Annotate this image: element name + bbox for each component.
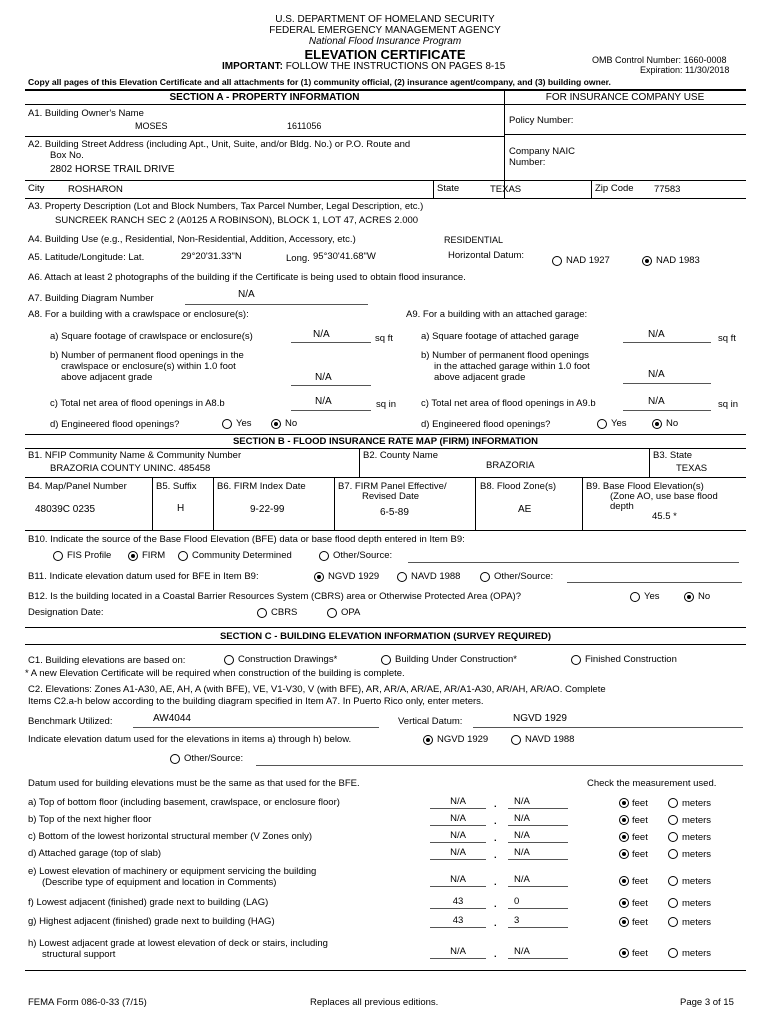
community-determined-label: Community Determined [192,550,292,561]
b4-label: B4. Map/Panel Number [28,481,127,492]
a9c-label: c) Total net area of flood openings in A9.b [421,398,596,409]
firm-index-date[interactable]: 9-22-99 [250,504,285,515]
meters-radio[interactable] [668,849,678,859]
elevation-row-label: b) Top of the next higher floor [28,814,152,825]
a9d-yes-label: Yes [611,418,627,429]
divider [475,477,476,530]
meters-radio[interactable] [668,898,678,908]
feet-radio[interactable] [619,832,629,842]
b9-label: B9. Base Flood Elevation(s) [586,481,704,492]
under-construction-label: Building Under Construction* [395,654,517,665]
a8d-no-label: No [285,418,298,429]
important-note: IMPORTANT: FOLLOW THE INSTRUCTIONS ON PAGES 8-15 [222,61,506,72]
b10-other-radio[interactable] [319,551,329,561]
elevation-dec-underline [508,842,568,843]
meters-label: meters [682,832,712,843]
elevation-row-label: c) Bottom of the lowest horizontal structural member (V Zones only) [28,831,313,842]
a9a-unit: sq ft [718,333,736,344]
c-ngvd-label: NGVD 1929 [437,734,489,745]
nad-1927-radio[interactable] [552,256,562,266]
firm-effective-date[interactable]: 6-5-89 [380,507,409,518]
a9c-value[interactable]: N/A [648,396,665,407]
elevation-dec-value[interactable]: N/A [514,874,530,885]
meters-radio[interactable] [668,876,678,886]
a9b-label-cont: in the attached garage within 1.0 foot [434,361,590,372]
elevation-dec-underline [508,958,568,959]
a8c-unit: sq in [376,399,397,410]
b5-label: B5. Suffix [156,481,197,492]
elevation-dec-underline [508,886,568,887]
elevation-dec-value[interactable]: N/A [514,847,530,858]
divider [213,477,214,530]
property-description[interactable]: SUNCREEK RANCH SEC 2 (A0125 A ROBINSON), BLOCK 1, LOT 47, ACRES 2.000 [55,215,419,226]
divider [152,477,153,530]
b11-other-underline [567,582,742,583]
c-ngvd-radio[interactable] [423,735,433,745]
a2-label-cont: Box No. [50,150,84,161]
b12-no-label: No [698,591,711,602]
b12-yes-radio[interactable] [630,592,640,602]
divider [25,104,746,105]
elevation-int-underline [430,825,486,826]
meters-label: meters [682,815,712,826]
a8a-unit: sq ft [375,333,393,344]
decimal-point: . [494,833,497,844]
b2-label: B2. County Name [363,450,438,461]
divider [504,89,505,198]
feet-label: feet [632,832,648,843]
a8b-label-cont: crawlspace or enclosure(s) within 1.0 foot [61,361,236,372]
base-flood-elevation[interactable]: 45.5 * [652,511,677,522]
city-label: City [28,183,45,194]
a9-label: A9. For a building with an attached garage: [406,309,588,320]
feet-label: feet [632,849,648,860]
community-name[interactable]: BRAZORIA COUNTY UNINC. 485458 [50,463,211,474]
divider [25,644,746,645]
a8d-no-radio[interactable] [271,419,281,429]
elevation-dec-value[interactable]: N/A [514,830,530,841]
a9a-value[interactable]: N/A [648,329,665,340]
nad-1983-radio[interactable] [642,256,652,266]
b1-label: B1. NFIP Community Name & Community Number [28,450,242,461]
state-b3[interactable]: TEXAS [676,463,708,474]
replaces-note: Replaces all previous editions. [310,997,439,1008]
elevation-dec-value[interactable]: 3 [514,915,520,926]
feet-label: feet [632,948,648,959]
agency-line-2: FEDERAL EMERGENCY MANAGEMENT AGENCY [269,25,501,36]
divider [25,136,504,137]
owner-id[interactable]: 1611056 [287,121,322,131]
a9a-underline [623,342,711,343]
city-value[interactable]: ROSHARON [68,184,123,195]
elevation-int-value[interactable]: N/A [450,796,466,807]
a6-label: A6. Attach at least 2 photographs of the building if the Certificate is being used to obtain flood insurance. [28,272,466,283]
elevation-dec-value[interactable]: N/A [514,796,530,807]
designation-date-label: Designation Date: [28,607,104,618]
c1-note: * A new Elevation Certificate will be required when construction of the building is complete. [25,668,405,679]
firm-label: FIRM [142,550,166,561]
elevation-int-underline [430,842,486,843]
b11-other-radio[interactable] [480,572,490,582]
meters-label: meters [682,798,712,809]
feet-radio[interactable] [619,876,629,886]
b11-label: B11. Indicate elevation datum used for BFE in Item B9: [28,571,259,582]
meters-label: meters [682,948,712,959]
expiration-date: Expiration: 11/30/2018 [640,65,730,75]
c2-instructions-cont: Items C2.a-h below according to the building diagram specified in Item A7. In Puerto Rico only, enter meters. [28,696,484,707]
feet-radio[interactable] [619,849,629,859]
nad-1927-label: NAD 1927 [566,255,610,266]
a9b-label: b) Number of permanent flood openings [421,350,589,361]
a9b-underline [623,383,711,384]
feet-label: feet [632,798,648,809]
feet-label: feet [632,876,648,887]
a8c-value[interactable]: N/A [315,396,332,407]
naic-label-cont: Number: [509,157,546,168]
community-determined-radio[interactable] [178,551,188,561]
meters-label: meters [682,876,712,887]
finished-construction-label: Finished Construction [585,654,677,665]
feet-radio[interactable] [619,898,629,908]
meters-radio[interactable] [668,948,678,958]
divider [334,477,335,530]
elevation-dec-underline [508,908,568,909]
b11-ngvd-label: NGVD 1929 [328,571,380,582]
meters-label: meters [682,898,712,909]
c-other-label: Other/Source: [184,753,244,764]
divider [25,627,746,628]
elevation-dec-value[interactable]: N/A [514,813,530,824]
divider [504,134,746,135]
firm-radio[interactable] [128,551,138,561]
flood-zone[interactable]: AE [518,504,532,515]
section-b-title: SECTION B - FLOOD INSURANCE RATE MAP (FIRM) INFORMATION [232,436,539,447]
fis-profile-radio[interactable] [53,551,63,561]
finished-construction-radio[interactable] [571,655,581,665]
c-other-radio[interactable] [170,754,180,764]
a9d-label: d) Engineered flood openings? [421,419,551,430]
same-datum-note: Datum used for building elevations must be the same as that used for the BFE. [28,778,360,789]
divider [25,448,746,449]
b7-label: B7. FIRM Panel Effective/ [338,481,447,492]
a9d-yes-radio[interactable] [597,419,607,429]
divider [25,180,746,181]
benchmark-underline [133,727,379,728]
longitude-label: Long. [286,253,310,264]
feet-label: feet [632,917,648,928]
elevation-int-value[interactable]: N/A [450,946,466,957]
elevation-int-underline [430,908,486,909]
diagram-number[interactable]: N/A [238,289,255,300]
b11-ngvd-radio[interactable] [314,572,324,582]
elevation-row-label: e) Lowest elevation of machinery or equipment servicing the building [28,866,317,877]
elevation-dec-value[interactable]: 0 [514,896,520,907]
feet-radio[interactable] [619,798,629,808]
c2-instructions: C2. Elevations: Zones A1-A30, AE, AH, A (with BFE), VE, V1-V30, V (with BFE), AR, AR/A, AR/AE, AR/A1-A30, AR/AH, AR/AO. Complete [28,684,606,695]
elevation-int-underline [430,808,486,809]
elevation-row-label-cont: (Describe type of equipment and location in Comments) [42,877,277,888]
divider [649,448,650,477]
a8c-underline [291,410,371,411]
elevation-dec-underline [508,808,568,809]
elevation-int-value[interactable]: N/A [450,847,466,858]
a3-label: A3. Property Description (Lot and Block Numbers, Tax Parcel Number, Legal Description, etc.) [28,201,424,212]
decimal-point: . [494,918,497,929]
elevation-int-value[interactable]: N/A [450,813,466,824]
cbrs-label: CBRS [271,607,298,618]
c-other-underline [256,765,743,766]
b7-label-cont: Revised Date [362,491,420,502]
insurance-company-title: FOR INSURANCE COMPANY USE [545,92,705,103]
elevation-row-label: a) Top of bottom floor (including basement, crawlspace, or enclosure floor) [28,797,340,808]
elevation-int-value[interactable]: N/A [450,830,466,841]
b9-label-cont: depth [610,501,634,512]
a8a-underline [291,342,371,343]
elevation-dec-underline [508,825,568,826]
indicate-datum-label: Indicate elevation datum used for the elevations in items a) through h) below. [28,734,352,745]
copy-instructions: Copy all pages of this Elevation Certificate and all attachments for (1) community official, (2) insurance agent/company, and (3) building owner. [28,77,611,87]
decimal-point: . [494,899,497,910]
policy-number-label: Policy Number: [509,115,574,126]
decimal-point: . [494,949,497,960]
a9c-underline [623,410,711,411]
divider [25,434,746,435]
divider [25,198,746,199]
a5-label: A5. Latitude/Longitude: Lat. [28,252,145,263]
a7-label: A7. Building Diagram Number [28,293,154,304]
building-use[interactable]: RESIDENTIAL [444,235,504,245]
diagram-number-underline [185,304,368,305]
check-measurement-label: Check the measurement used. [587,778,717,789]
a8d-yes-radio[interactable] [222,419,232,429]
vertical-datum-label: Vertical Datum: [398,716,463,727]
decimal-point: . [494,816,497,827]
omb-number: OMB Control Number: 1660-0008 [592,55,727,65]
a9b-value[interactable]: N/A [648,369,665,380]
a9d-no-label: No [666,418,679,429]
divider [582,477,583,530]
nad-1983-label: NAD 1983 [656,255,700,266]
feet-radio[interactable] [619,917,629,927]
a9b-label-cont: above adjacent grade [434,372,526,383]
divider [359,448,360,477]
feet-radio[interactable] [619,948,629,958]
program-name: National Flood Insurance Program [308,36,462,47]
a9d-no-radio[interactable] [652,419,662,429]
a8-label: A8. For a building with a crawlspace or enclosure(s): [28,309,249,320]
elevation-int-value[interactable]: 43 [452,915,464,926]
longitude[interactable]: 95°30'41.68"W [313,251,376,262]
state-value[interactable]: TEXAS [490,184,522,195]
divider [25,970,746,971]
benchmark-value[interactable]: AW4044 [153,713,191,724]
elevation-int-underline [430,886,486,887]
meters-radio[interactable] [668,815,678,825]
divider [25,530,746,531]
vertical-datum-value[interactable]: NGVD 1929 [513,713,567,724]
construction-drawings-label: Construction Drawings* [238,654,338,665]
a8b-underline [291,385,371,386]
elevation-row-label: g) Highest adjacent (finished) grade next to building (HAG) [28,916,275,927]
meters-radio[interactable] [668,798,678,808]
b11-other-label: Other/Source: [494,571,554,582]
a2-label: A2. Building Street Address (including Apt., Unit, Suite, and/or Bldg. No.) or P.O. Route and [28,139,411,150]
suffix[interactable]: H [177,503,185,514]
meters-label: meters [682,849,712,860]
owner-name[interactable]: MOSES [135,121,168,131]
page-number: Page 3 of 15 [680,997,734,1008]
elevation-int-underline [430,958,486,959]
naic-label: Company NAIC [509,146,575,157]
b10-other-underline [408,562,739,563]
decimal-point: . [494,799,497,810]
b10-other-label: Other/Source: [333,550,393,561]
elevation-int-underline [430,859,486,860]
elevation-int-underline [430,927,486,928]
fis-profile-label: FIS Profile [67,550,112,561]
agency-line-1: U.S. DEPARTMENT OF HOMELAND SECURITY [275,14,495,25]
meters-label: meters [682,917,712,928]
b8-label: B8. Flood Zone(s) [480,481,557,492]
a9a-label: a) Square footage of attached garage [421,331,579,342]
a8d-label: d) Engineered flood openings? [50,419,180,430]
elevation-int-value[interactable]: 43 [452,896,464,907]
b12-no-radio[interactable] [684,592,694,602]
a8a-value[interactable]: N/A [313,329,330,340]
section-a-top-border [25,89,746,91]
form-title: ELEVATION CERTIFICATE [304,47,466,62]
elevation-row-label: f) Lowest adjacent (finished) grade next to building (LAG) [28,897,269,908]
opa-label: OPA [341,607,361,618]
latitude[interactable]: 29°20'31.33"N [181,251,242,262]
section-a-title: SECTION A - PROPERTY INFORMATION [169,92,360,103]
a8c-label: c) Total net area of flood openings in A8.b [50,398,225,409]
meters-radio[interactable] [668,917,678,927]
elevation-row-label-cont: structural support [42,949,116,960]
meters-radio[interactable] [668,832,678,842]
decimal-point: . [494,877,497,888]
horizontal-datum-label: Horizontal Datum: [448,250,525,261]
b12-yes-label: Yes [644,591,660,602]
map-panel-number[interactable]: 48039C 0235 [35,504,96,515]
form-number: FEMA Form 086-0-33 (7/15) [28,997,147,1008]
feet-label: feet [632,815,648,826]
a8a-label: a) Square footage of crawlspace or enclosure(s) [50,331,253,342]
elevation-dec-underline [508,927,568,928]
divider [591,180,592,198]
elevation-dec-value[interactable]: N/A [514,946,530,957]
divider [433,180,434,198]
c1-label: C1. Building elevations are based on: [28,655,186,666]
feet-label: feet [632,898,648,909]
c-navd-label: NAVD 1988 [525,734,575,745]
state-label: State [437,183,460,194]
county-name[interactable]: BRAZORIA [486,460,535,471]
elevation-row-label: h) Lowest adjacent grade at lowest elevation of deck or stairs, including [28,938,328,949]
a4-label: A4. Building Use (e.g., Residential, Non-Residential, Addition, Accessory, etc.) [28,234,356,245]
under-construction-radio[interactable] [381,655,391,665]
b3-label: B3. State [653,450,693,461]
section-c-title: SECTION C - BUILDING ELEVATION INFORMATION (SURVEY REQUIRED) [219,631,552,642]
a8d-yes-label: Yes [236,418,252,429]
divider [25,477,746,478]
a8b-label-cont: above adjacent grade [61,372,153,383]
b10-label: B10. Indicate the source of the Base Flood Elevation (BFE) data or base flood depth entered in Item B9: [28,534,465,545]
b12-label: B12. Is the building located in a Coastal Barrier Resources System (CBRS) area or Otherwise Protected Area (OPA)? [28,591,521,602]
opa-radio[interactable] [327,608,337,618]
c-navd-radio[interactable] [511,735,521,745]
zip-label: Zip Code [595,183,634,194]
a1-label: A1. Building Owner's Name [28,108,144,119]
decimal-point: . [494,850,497,861]
a9c-unit: sq in [718,399,739,410]
b11-navd-label: NAVD 1988 [411,571,461,582]
feet-radio[interactable] [619,815,629,825]
street-address[interactable]: 2802 HORSE TRAIL DRIVE [50,164,175,175]
elevation-dec-underline [508,859,568,860]
construction-drawings-radio[interactable] [224,655,234,665]
b11-navd-radio[interactable] [397,572,407,582]
benchmark-label: Benchmark Utilized: [28,716,113,727]
elevation-row-label: d) Attached garage (top of slab) [28,848,162,859]
a8b-value[interactable]: N/A [315,372,332,383]
b9-label-cont: (Zone AO, use base flood [610,491,718,502]
zip-value[interactable]: 77583 [654,184,681,195]
elevation-int-value[interactable]: N/A [450,874,466,885]
b6-label: B6. FIRM Index Date [217,481,306,492]
a8b-label: b) Number of permanent flood openings in the [50,350,244,361]
vertical-datum-underline [473,727,743,728]
cbrs-radio[interactable] [257,608,267,618]
